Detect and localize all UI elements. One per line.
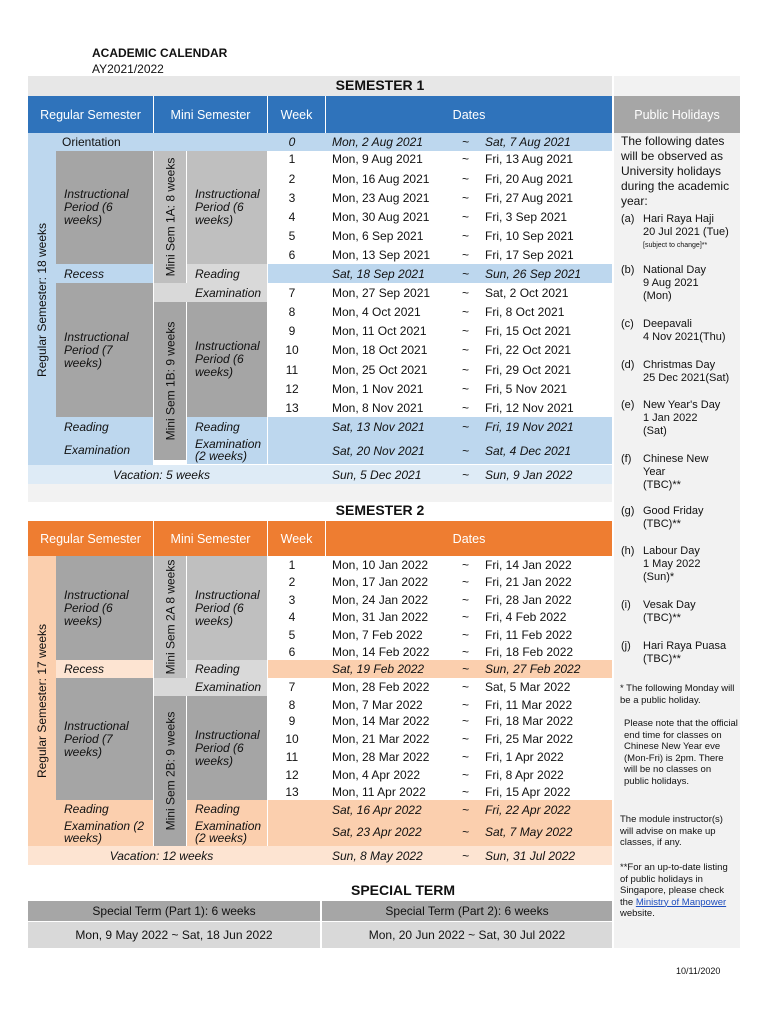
sem1-examination-a-label: Examination bbox=[195, 285, 262, 300]
week-number: 11 bbox=[285, 750, 299, 764]
date-separator: ~ bbox=[462, 803, 470, 817]
holiday-note-4 bbox=[620, 862, 738, 920]
end-date: Sun, 27 Feb 2022 bbox=[485, 662, 581, 676]
special-part2-header: Special Term (Part 2): 6 weeks bbox=[322, 901, 612, 921]
date-separator: ~ bbox=[462, 444, 470, 458]
end-date: Sat, 4 Dec 2021 bbox=[485, 444, 572, 458]
start-date: Sat, 23 Apr 2022 bbox=[332, 825, 422, 839]
week-number: 6 bbox=[288, 645, 296, 659]
holiday-tag: (c) bbox=[621, 318, 634, 330]
holiday-extra: (Mon) bbox=[643, 290, 672, 302]
end-date: Fri, 25 Mar 2022 bbox=[485, 732, 574, 746]
end-date: Sat, 2 Oct 2021 bbox=[485, 286, 569, 300]
start-date: Mon, 23 Aug 2021 bbox=[332, 191, 430, 205]
start-date: Mon, 27 Sep 2021 bbox=[332, 286, 431, 300]
week-number: 10 bbox=[285, 732, 299, 746]
start-date: Sun, 5 Dec 2021 bbox=[332, 468, 422, 482]
sem2-ip6-b-label: Instructional Period (6 weeks) bbox=[195, 727, 260, 768]
end-date: Fri, 15 Apr 2022 bbox=[485, 785, 571, 799]
holiday-name: Chinese New bbox=[643, 453, 709, 465]
date-separator: ~ bbox=[462, 324, 470, 338]
date-separator: ~ bbox=[462, 680, 470, 694]
week-number: 7 bbox=[288, 286, 296, 300]
date-separator: ~ bbox=[462, 558, 470, 572]
start-date: Mon, 7 Feb 2022 bbox=[332, 628, 423, 642]
end-date: Fri, 8 Oct 2021 bbox=[485, 305, 565, 319]
date-separator: ~ bbox=[462, 267, 470, 281]
week-number: 13 bbox=[285, 785, 299, 799]
date-separator: ~ bbox=[462, 420, 470, 434]
start-date: Sat, 20 Nov 2021 bbox=[332, 444, 425, 458]
week-number: 11 bbox=[285, 363, 299, 377]
holiday-date: 1 May 2022 bbox=[643, 558, 701, 570]
date-separator: ~ bbox=[462, 645, 470, 659]
holiday-tag: (b) bbox=[621, 264, 635, 276]
sem1-examination-b-label: Examination (2 weeks) bbox=[195, 437, 262, 463]
sem1-header-mini: Mini Semester bbox=[154, 96, 267, 133]
holiday-name: Deepavali bbox=[643, 318, 692, 330]
academic-year: AY2021/2022 bbox=[92, 62, 164, 76]
date-separator: ~ bbox=[462, 785, 470, 799]
holiday-date: (TBC)** bbox=[643, 518, 681, 530]
holidays-intro: The following dates will be observed as University holidays during the academic year: bbox=[621, 134, 730, 208]
start-date: Mon, 9 Aug 2021 bbox=[332, 152, 423, 166]
week-number: 4 bbox=[288, 610, 296, 624]
date-separator: ~ bbox=[462, 468, 470, 482]
sem1-reading-label: Reading bbox=[64, 419, 109, 434]
week-number: 8 bbox=[288, 698, 296, 712]
holiday-tag: (h) bbox=[621, 545, 635, 557]
holiday-name: Hari Raya Haji bbox=[643, 213, 714, 225]
holiday-tag: (i) bbox=[621, 599, 631, 611]
sem2-ip6-a-label: Instructional Period (6 weeks) bbox=[195, 587, 260, 628]
sem2-header-week: Week bbox=[268, 521, 325, 556]
week-number: 0 bbox=[288, 135, 296, 149]
date-separator: ~ bbox=[462, 172, 470, 186]
sem1-gap bbox=[28, 484, 612, 502]
start-date: Mon, 30 Aug 2021 bbox=[332, 210, 430, 224]
start-date: Mon, 14 Mar 2022 bbox=[332, 714, 430, 728]
sem1-reading-a-label: Reading bbox=[195, 266, 240, 281]
holiday-tag: (j) bbox=[621, 640, 631, 652]
holiday-name: Good Friday bbox=[643, 505, 704, 517]
start-date: Mon, 11 Oct 2021 bbox=[332, 324, 427, 338]
end-date: Fri, 28 Jan 2022 bbox=[485, 593, 572, 607]
end-date: Sat, 5 Mar 2022 bbox=[485, 680, 571, 694]
date-separator: ~ bbox=[462, 768, 470, 782]
sem1-ip6-a-label: Instructional Period (6 weeks) bbox=[195, 187, 260, 227]
week-number: 12 bbox=[285, 768, 299, 782]
sem2-examination-b-label: Examination (2 weeks) bbox=[195, 819, 262, 845]
week-number: 10 bbox=[285, 343, 299, 357]
holiday-date: 20 Jul 2021 (Tue) bbox=[643, 226, 729, 238]
date-separator: ~ bbox=[462, 662, 470, 676]
sem1-ip6-b-label: Instructional Period (6 weeks) bbox=[195, 339, 260, 379]
end-date: Fri, 1 Apr 2022 bbox=[485, 750, 564, 764]
holiday-extra: [subject to change]** bbox=[643, 242, 708, 249]
date-separator: ~ bbox=[462, 401, 470, 415]
end-date: Fri, 22 Apr 2022 bbox=[485, 803, 571, 817]
date-separator: ~ bbox=[462, 343, 470, 357]
end-date: Fri, 20 Aug 2021 bbox=[485, 172, 574, 186]
end-date: Fri, 15 Oct 2021 bbox=[485, 324, 572, 338]
holiday-note-1: * The following Monday will be a public holiday. bbox=[620, 683, 735, 706]
week-number: 9 bbox=[288, 714, 296, 728]
start-date: Sat, 18 Sep 2021 bbox=[332, 267, 425, 281]
holiday-date: (TBC)** bbox=[643, 653, 681, 665]
sem2-mini-b: Mini Sem 2B: 9 weeks bbox=[163, 711, 177, 831]
start-date: Mon, 14 Feb 2022 bbox=[332, 645, 430, 659]
start-date: Mon, 10 Jan 2022 bbox=[332, 558, 429, 572]
sem1-orientation-label: Orientation bbox=[62, 135, 121, 149]
date-separator: ~ bbox=[462, 191, 470, 205]
special-part1-header: Special Term (Part 1): 6 weeks bbox=[28, 901, 320, 921]
end-date: Fri, 21 Jan 2022 bbox=[485, 575, 572, 589]
special-part1-dates: Mon, 9 May 2022 ~ Sat, 18 Jun 2022 bbox=[28, 922, 320, 948]
date-separator: ~ bbox=[462, 248, 470, 262]
holiday-name: Vesak Day bbox=[643, 599, 696, 611]
end-date: Sat, 7 May 2022 bbox=[485, 825, 573, 839]
holiday-date: 1 Jan 2022 bbox=[643, 412, 698, 424]
date-separator: ~ bbox=[462, 825, 470, 839]
week-number: 6 bbox=[288, 248, 296, 262]
week-number: 9 bbox=[288, 324, 296, 338]
end-date: Sun, 26 Sep 2021 bbox=[485, 267, 582, 281]
sem2-header-mini: Mini Semester bbox=[154, 521, 267, 556]
date-separator: ~ bbox=[462, 286, 470, 300]
start-date: Sat, 19 Feb 2022 bbox=[332, 662, 425, 676]
start-date: Mon, 4 Oct 2021 bbox=[332, 305, 421, 319]
sem1-header-dates: Dates bbox=[326, 96, 612, 133]
document-title: ACADEMIC CALENDAR bbox=[92, 46, 228, 60]
date-separator: ~ bbox=[462, 714, 470, 728]
start-date: Mon, 24 Jan 2022 bbox=[332, 593, 429, 607]
holiday-date: Year bbox=[643, 466, 666, 478]
date-separator: ~ bbox=[462, 363, 470, 377]
date-separator: ~ bbox=[462, 750, 470, 764]
end-date: Fri, 19 Nov 2021 bbox=[485, 420, 574, 434]
end-date: Fri, 11 Feb 2022 bbox=[485, 628, 573, 642]
holiday-tag: (g) bbox=[621, 505, 635, 517]
holiday-note-3: The module instructor(s) will advise on make up classes, if any. bbox=[620, 814, 723, 848]
footer-date: 10/11/2020 bbox=[676, 966, 721, 976]
special-part2-dates: Mon, 20 Jun 2022 ~ Sat, 30 Jul 2022 bbox=[322, 922, 612, 948]
sem2-title: SEMESTER 2 bbox=[335, 502, 425, 518]
holiday-date: (TBC)** bbox=[643, 612, 681, 624]
date-separator: ~ bbox=[462, 732, 470, 746]
start-date: Mon, 28 Mar 2022 bbox=[332, 750, 430, 764]
start-date: Mon, 18 Oct 2021 bbox=[332, 343, 428, 357]
date-separator: ~ bbox=[462, 575, 470, 589]
start-date: Mon, 17 Jan 2022 bbox=[332, 575, 429, 589]
week-number: 12 bbox=[285, 382, 299, 396]
sem1-examination-label: Examination bbox=[64, 443, 131, 457]
holiday-date: 9 Aug 2021 bbox=[643, 277, 699, 289]
start-date: Mon, 8 Nov 2021 bbox=[332, 401, 424, 415]
start-date: Mon, 25 Oct 2021 bbox=[332, 363, 428, 377]
holiday-tag: (d) bbox=[621, 359, 635, 371]
end-date: Fri, 10 Sep 2021 bbox=[485, 229, 574, 243]
sem2-examination-label: Examination (2 weeks) bbox=[64, 819, 145, 845]
holiday-name: National Day bbox=[643, 264, 706, 276]
week-number: 8 bbox=[288, 305, 296, 319]
end-date: Fri, 13 Aug 2021 bbox=[485, 152, 574, 166]
start-date: Sat, 13 Nov 2021 bbox=[332, 420, 425, 434]
end-date: Fri, 17 Sep 2021 bbox=[485, 248, 574, 262]
sem1-title: SEMESTER 1 bbox=[335, 77, 425, 93]
week-number: 2 bbox=[288, 575, 296, 589]
sem2-examination-a-label: Examination bbox=[195, 680, 262, 694]
week-number: 4 bbox=[288, 210, 296, 224]
start-date: Mon, 4 Apr 2022 bbox=[332, 768, 421, 782]
holiday-extra: (TBC)** bbox=[643, 479, 681, 491]
week-number: 1 bbox=[288, 152, 296, 166]
date-separator: ~ bbox=[462, 628, 470, 642]
sem2-recess-label: Recess bbox=[64, 662, 105, 676]
end-date: Fri, 4 Feb 2022 bbox=[485, 610, 567, 624]
start-date: Mon, 13 Sep 2021 bbox=[332, 248, 431, 262]
week-number: 5 bbox=[288, 628, 296, 642]
week-number: 13 bbox=[285, 401, 299, 415]
week-number: 1 bbox=[288, 558, 296, 572]
end-date: Fri, 22 Oct 2021 bbox=[485, 343, 572, 357]
holiday-date: 25 Dec 2021(Sat) bbox=[643, 372, 730, 384]
sem2-header-regular: Regular Semester bbox=[28, 521, 153, 556]
sem2-reading-b-label: Reading bbox=[195, 802, 240, 816]
sem2-vacation-label: Vacation: 12 weeks bbox=[109, 848, 214, 863]
end-date: Sun, 9 Jan 2022 bbox=[485, 468, 573, 482]
start-date: Mon, 28 Feb 2022 bbox=[332, 680, 430, 694]
date-separator: ~ bbox=[462, 135, 470, 149]
holidays-header: Public Holidays bbox=[614, 96, 740, 133]
holiday-note-4-text: **For an up-to-date listing of public holidays in Singapore, please check the bbox=[620, 862, 728, 908]
date-separator: ~ bbox=[462, 593, 470, 607]
date-separator: ~ bbox=[462, 305, 470, 319]
sem1-regular-vertical: Regular Semester: 18 weeks bbox=[35, 222, 50, 377]
week-number: 7 bbox=[288, 680, 296, 694]
holiday-name: Christmas Day bbox=[643, 359, 716, 371]
sem1-reading-b-label: Reading bbox=[195, 419, 240, 434]
start-date: Mon, 6 Sep 2021 bbox=[332, 229, 424, 243]
end-date: Fri, 14 Jan 2022 bbox=[485, 558, 572, 572]
date-separator: ~ bbox=[462, 229, 470, 243]
end-date: Fri, 12 Nov 2021 bbox=[485, 401, 574, 415]
sem2-regular-vertical: Regular Semester: 17 weeks bbox=[35, 623, 50, 779]
start-date: Mon, 7 Mar 2022 bbox=[332, 698, 423, 712]
holiday-tag: (a) bbox=[621, 213, 635, 225]
end-date: Fri, 29 Oct 2021 bbox=[485, 363, 572, 377]
end-date: Fri, 18 Mar 2022 bbox=[485, 714, 574, 728]
week-number: 5 bbox=[288, 229, 296, 243]
sem1-vacation-label: Vacation: 5 weeks bbox=[113, 467, 210, 482]
start-date: Mon, 21 Mar 2022 bbox=[332, 732, 430, 746]
holiday-tag: (f) bbox=[621, 453, 632, 465]
holiday-note-4-suffix: website. bbox=[620, 908, 655, 919]
sem1-mini-b: Mini Sem 1B: 9 weeks bbox=[163, 321, 177, 441]
holiday-name: Labour Day bbox=[643, 545, 700, 557]
holiday-note-2: Please note that the official end time for classes on Chinese New Year eve (Mon-Fri) is 2pm. There will be no classes on public holidays. bbox=[624, 718, 738, 787]
sem2-mini-a: Mini Sem 2A 8 weeks bbox=[163, 559, 177, 675]
holiday-extra: (Sat) bbox=[643, 425, 667, 437]
date-separator: ~ bbox=[462, 152, 470, 166]
date-separator: ~ bbox=[462, 698, 470, 712]
date-separator: ~ bbox=[462, 849, 470, 863]
sem1-header-regular: Regular Semester bbox=[28, 96, 153, 133]
sem1-mini-a: Mini Sem 1A: 8 weeks bbox=[163, 157, 177, 277]
sem2-reading-a-label: Reading bbox=[195, 662, 240, 676]
date-separator: ~ bbox=[462, 210, 470, 224]
end-date: Sat, 7 Aug 2021 bbox=[485, 135, 571, 149]
special-term-title: SPECIAL TERM bbox=[351, 882, 455, 898]
end-date: Sun, 31 Jul 2022 bbox=[485, 849, 576, 863]
date-separator: ~ bbox=[462, 610, 470, 624]
holiday-date: 4 Nov 2021(Thu) bbox=[643, 331, 726, 343]
end-date: Fri, 3 Sep 2021 bbox=[485, 210, 568, 224]
end-date: Fri, 5 Nov 2021 bbox=[485, 382, 568, 396]
start-date: Mon, 11 Apr 2022 bbox=[332, 785, 426, 799]
week-number: 2 bbox=[288, 172, 296, 186]
sem1-ip6-label: Instructional Period (6 weeks) bbox=[64, 187, 129, 227]
holiday-tag: (e) bbox=[621, 399, 635, 411]
sem1-ip7-label: Instructional Period (7 weeks) bbox=[64, 329, 129, 370]
ministry-of-manpower-link[interactable]: Ministry of Manpower bbox=[635, 896, 727, 908]
start-date: Mon, 1 Nov 2021 bbox=[332, 382, 424, 396]
sem2-ip6-label: Instructional Period (6 weeks) bbox=[64, 587, 129, 628]
week-number: 3 bbox=[288, 191, 296, 205]
end-date: Fri, 18 Feb 2022 bbox=[485, 645, 574, 659]
week-number: 3 bbox=[288, 593, 296, 607]
holiday-name: New Year's Day bbox=[643, 399, 721, 411]
start-date: Mon, 2 Aug 2021 bbox=[332, 135, 423, 149]
sem2-header-dates: Dates bbox=[326, 521, 612, 556]
end-date: Fri, 11 Mar 2022 bbox=[485, 698, 573, 712]
end-date: Fri, 8 Apr 2022 bbox=[485, 768, 564, 782]
start-date: Sat, 16 Apr 2022 bbox=[332, 803, 422, 817]
sem1-recess-label: Recess bbox=[64, 266, 105, 281]
date-separator: ~ bbox=[462, 382, 470, 396]
holiday-name: Hari Raya Puasa bbox=[643, 640, 727, 652]
end-date: Fri, 27 Aug 2021 bbox=[485, 191, 574, 205]
sem2-reading-label: Reading bbox=[64, 802, 109, 816]
sem1-header-week: Week bbox=[268, 96, 325, 133]
start-date: Mon, 16 Aug 2021 bbox=[332, 172, 430, 186]
start-date: Mon, 31 Jan 2022 bbox=[332, 610, 429, 624]
sem2-ip7-label: Instructional Period (7 weeks) bbox=[64, 718, 129, 759]
holiday-extra: (Sun)* bbox=[643, 571, 675, 583]
start-date: Sun, 8 May 2022 bbox=[332, 849, 423, 863]
